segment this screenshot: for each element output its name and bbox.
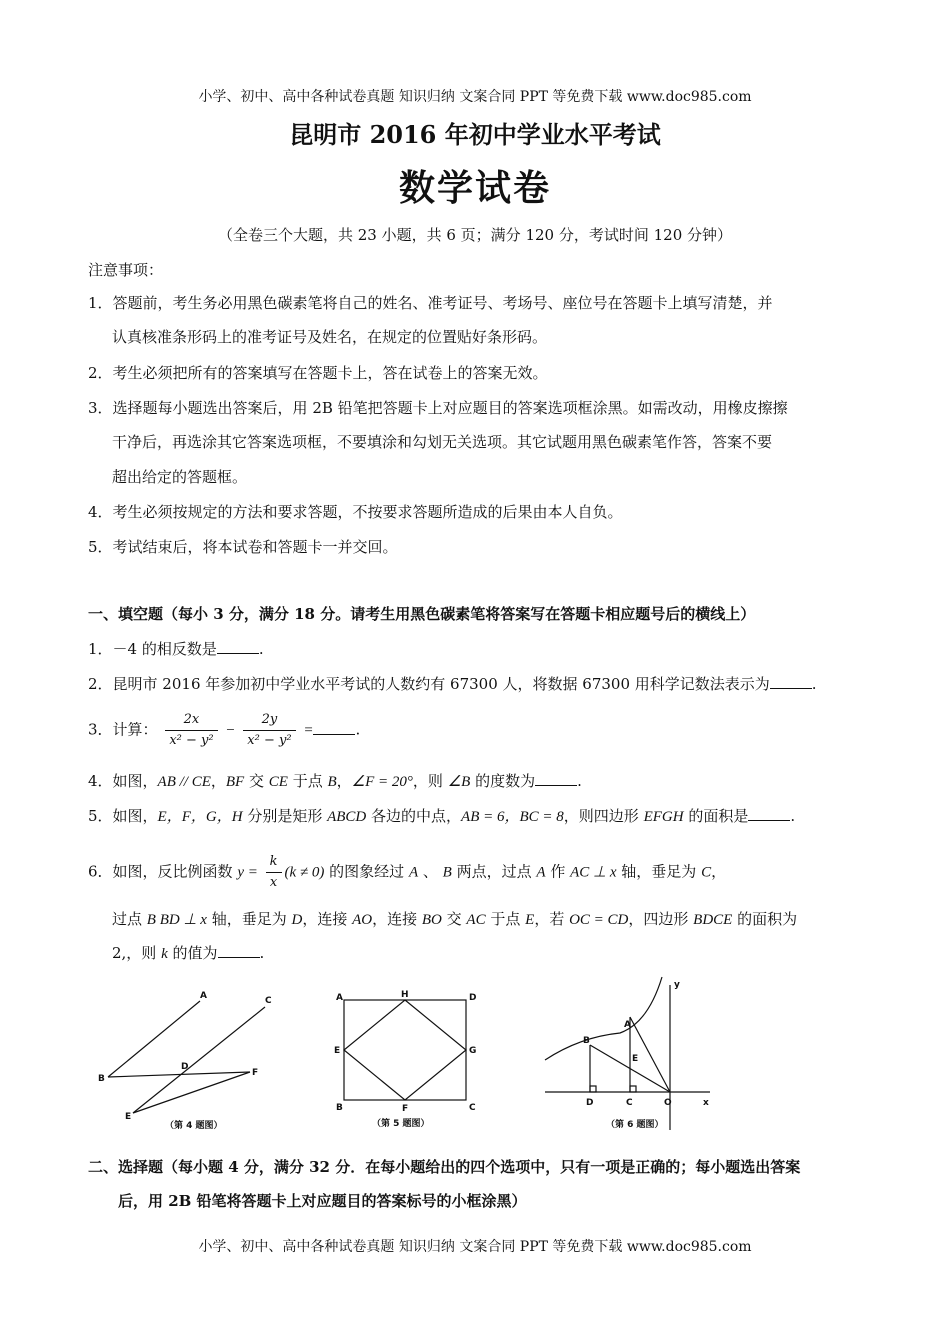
label-y: y bbox=[674, 980, 680, 990]
label-A: A bbox=[200, 991, 207, 1001]
exam-subject-title: 数学试卷 bbox=[398, 167, 551, 209]
hyperbola-curve bbox=[545, 977, 662, 1060]
fraction-k-over-x: $\frac{k}{x}$ bbox=[266, 852, 282, 893]
note-3-line-1: 3．选择题每小题选出答案后，用 2B 铅笔把答题卡上对应题目的答案选项框涂黑。如需改动，用橡皮擦擦 bbox=[88, 399, 788, 417]
section-2-heading-line-2: 后，用 2B 铅笔将答题卡上对应题目的答案标号的小框涂黑） bbox=[118, 1192, 527, 1210]
question-4: 4．如图，AB // CE，BF 交 CE 于点 B，∠F = 20°，则 ∠B 的度数为 . bbox=[88, 772, 582, 790]
exam-info: （全卷三个大题，共 23 小题，共 6 页；满分 120 分，考试时间 120 分钟） bbox=[217, 226, 733, 244]
figure-5-caption: （第 5 题图） bbox=[372, 1119, 430, 1129]
line-EF bbox=[133, 1072, 250, 1113]
question-2: 2．昆明市 2016 年参加初中学业水平考试的人数约有 67300 人，将数据 67300 用科学记数法表示为 . bbox=[88, 675, 817, 693]
exam-title: 昆明市 2016 年初中学业水平考试 bbox=[289, 120, 661, 149]
note-3-line-2: 干净后，再选涂其它答案选项框，不要填涂和勾划无关选项。其它试题用黑色碳素笔作答，答案不要 bbox=[112, 433, 773, 451]
fraction-2: $\frac{2y}{\text{x² − y²}}$ bbox=[243, 710, 295, 751]
figure-4-caption: （第 4 题图） bbox=[165, 1121, 223, 1131]
figure-4 bbox=[85, 985, 285, 1135]
answer-blank bbox=[218, 943, 260, 958]
label-A: A bbox=[624, 1020, 631, 1030]
question-5: 5．如图，E，F，G，H 分别是矩形 ABCD 各边的中点，AB = 6，BC = 8，则四边形 EFGH 的面积是 . bbox=[88, 807, 796, 825]
figure-6-caption: （第 6 题图） bbox=[606, 1120, 664, 1130]
figure-5 bbox=[330, 990, 480, 1130]
label-F: F bbox=[402, 1104, 409, 1114]
label-B: B bbox=[336, 1103, 343, 1113]
label-D: D bbox=[586, 1098, 594, 1108]
page-footer-banner: 小学、初中、高中各种试卷真题 知识归纳 文案合同 PPT 等免费下载 www.doc985.com bbox=[198, 1239, 752, 1255]
answer-blank bbox=[535, 771, 577, 786]
section-1-heading: 一、填空题（每小 3 分，满分 18 分。请考生用黑色碳素笔将答案写在答题卡相应题号后的横线上） bbox=[88, 605, 756, 623]
answer-blank bbox=[217, 639, 259, 654]
label-B: B bbox=[583, 1036, 590, 1046]
label-E: E bbox=[125, 1112, 132, 1122]
right-angle-C bbox=[630, 1086, 636, 1092]
question-3: 3．计算： $\frac{2x}{\text{x² − y²}}$ − $\frac{2y}{\text{x² − y²}}$ = . bbox=[88, 710, 360, 751]
right-angle-D bbox=[590, 1086, 596, 1092]
rectangle-ABCD bbox=[344, 1000, 466, 1100]
question-6-line-2: 过点 B BD ⊥ x 轴，垂足为 D，连接 AO，连接 BO 交 AC 于点 E，若 OC = CD，四边形 BDCE 的面积为 bbox=[112, 910, 798, 928]
label-A: A bbox=[336, 993, 343, 1003]
note-5: 5．考试结束后，将本试卷和答题卡一并交回。 bbox=[88, 538, 398, 556]
page-header-banner: 小学、初中、高中各种试卷真题 知识归纳 文案合同 PPT 等免费下载 www.doc985.com bbox=[198, 89, 752, 105]
fraction-1: $\frac{2x}{\text{x² − y²}}$ bbox=[165, 710, 217, 751]
label-H: H bbox=[401, 990, 409, 1000]
question-6-line-3: 2,，则 k 的值为 . bbox=[112, 944, 265, 962]
figure-6 bbox=[540, 975, 720, 1135]
label-G: G bbox=[469, 1046, 477, 1056]
label-O: O bbox=[664, 1098, 672, 1108]
label-C: C bbox=[626, 1098, 633, 1108]
label-D: D bbox=[181, 1062, 189, 1072]
notes-heading: 注意事项： bbox=[88, 261, 164, 279]
answer-blank bbox=[313, 720, 355, 735]
note-4: 4．考生必须按规定的方法和要求答题，不按要求答题所造成的后果由本人自负。 bbox=[88, 503, 623, 521]
question-1: 1．－4 的相反数是 . bbox=[88, 640, 264, 658]
label-E: E bbox=[334, 1046, 341, 1056]
label-C: C bbox=[265, 996, 272, 1006]
label-B: B bbox=[98, 1074, 105, 1084]
label-F: F bbox=[252, 1068, 259, 1078]
label-D: D bbox=[469, 993, 477, 1003]
note-1-line-1: 1．答题前，考生务必用黑色碳素笔将自己的姓名、准考证号、考场号、座位号在答题卡上填写清楚，并 bbox=[88, 294, 773, 312]
quadrilateral-EFGH bbox=[344, 1000, 466, 1100]
section-2-heading-line-1: 二、选择题（每小题 4 分，满分 32 分．在每小题给出的四个选项中，只有一项是正确的；每小题选出答案 bbox=[88, 1158, 801, 1176]
note-3-line-3: 超出给定的答题框。 bbox=[112, 468, 248, 486]
label-E: E bbox=[632, 1054, 639, 1064]
answer-blank bbox=[770, 674, 812, 689]
question-2-text: 2．昆明市 2016 年参加初中学业水平考试的人数约有 67300 人，将数据 67300 用科学记数法表示为 bbox=[88, 675, 770, 693]
note-2: 2．考生必须把所有的答案填写在答题卡上，答在试卷上的答案无效。 bbox=[88, 364, 548, 382]
label-x: x bbox=[703, 1098, 709, 1108]
line-EC bbox=[133, 1007, 265, 1113]
question-3-prefix: 3．计算： bbox=[88, 720, 158, 739]
question-6-line-1: 6．如图，反比例函数 y = $\frac{k}{x}$ (k ≠ 0) 的图象经过 A 、 B 两点，过点 A 作 AC ⊥ x 轴，垂足为 C， bbox=[88, 852, 726, 893]
label-C: C bbox=[469, 1103, 476, 1113]
question-1-text: 1．－4 的相反数是 bbox=[88, 640, 217, 658]
note-1-line-2: 认真核准条形码上的准考证号及姓名，在规定的位置贴好条形码。 bbox=[112, 328, 548, 346]
answer-blank bbox=[748, 806, 790, 821]
